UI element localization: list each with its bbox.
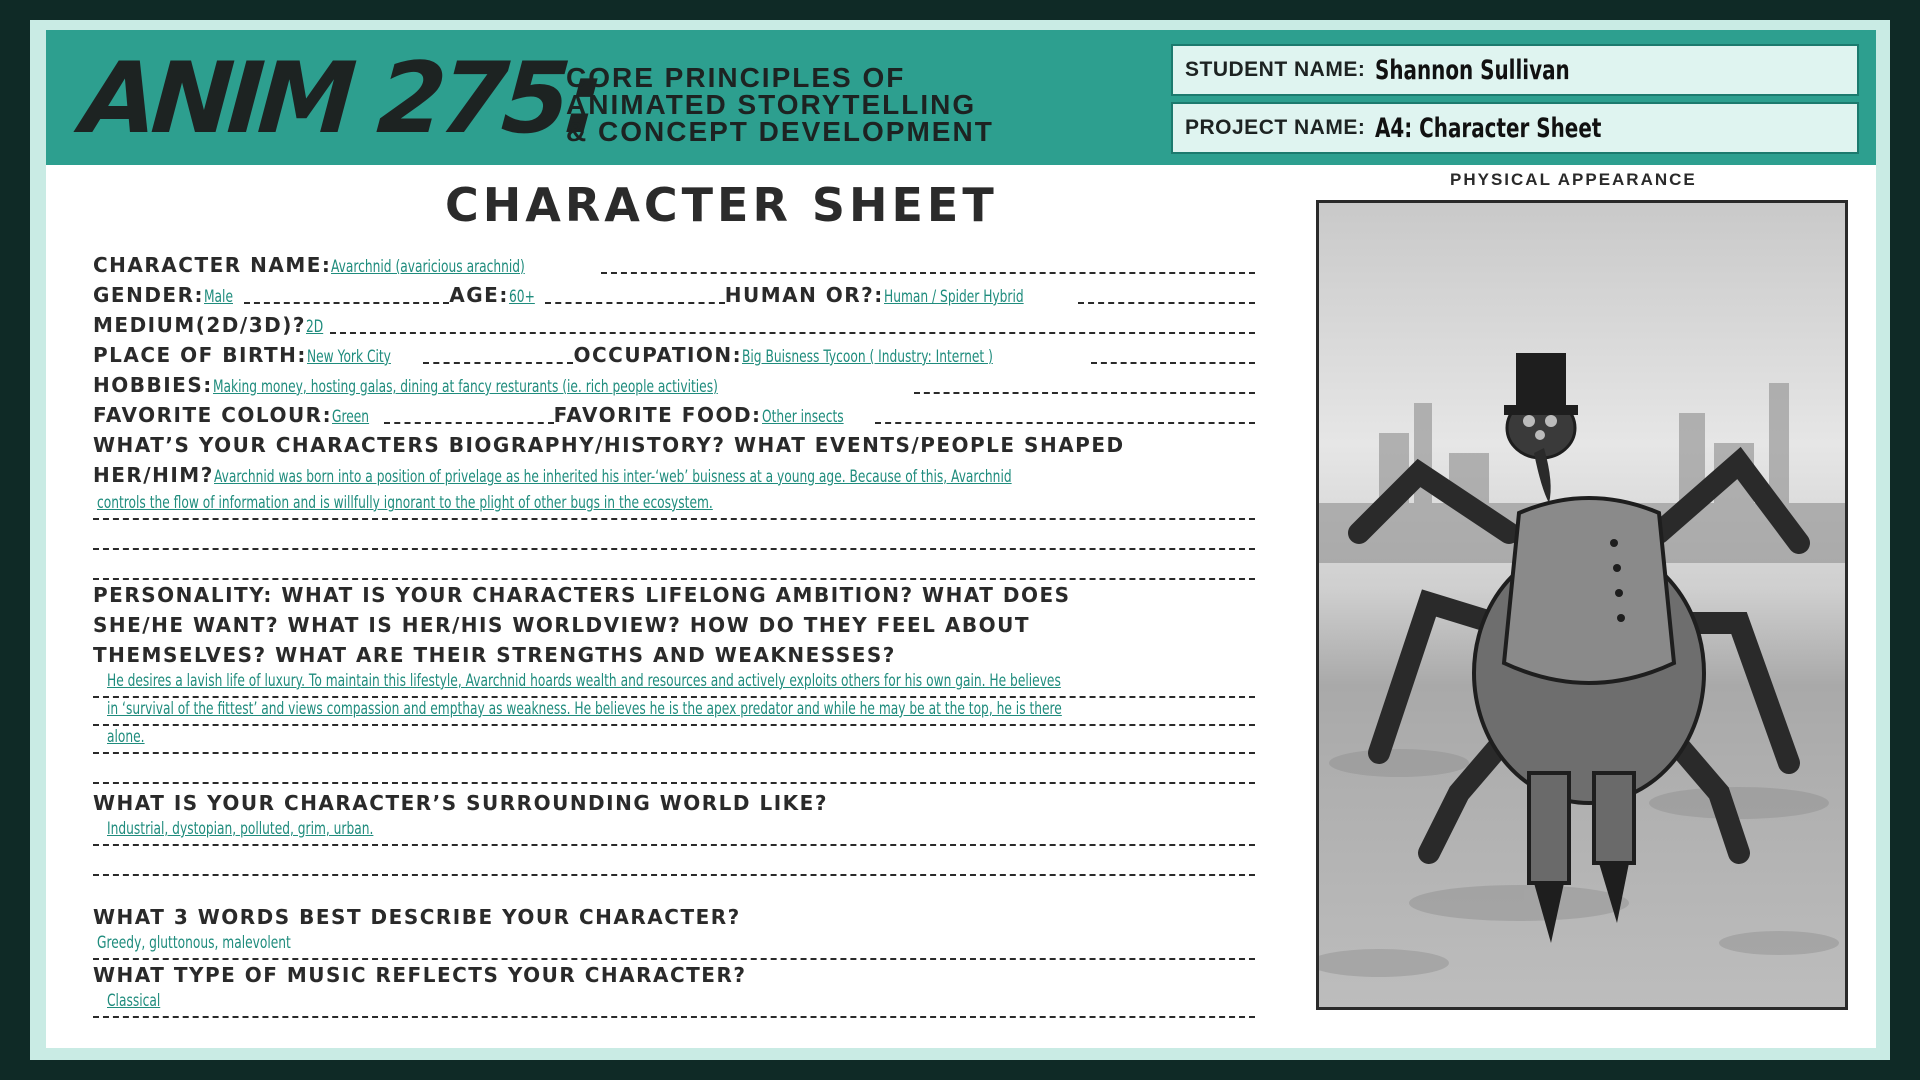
gender-question: GENDER: (93, 283, 204, 307)
jacket (1504, 498, 1674, 683)
birth-answer: New York City (306, 347, 391, 367)
biography-answer-line-1: Avarchnid was born into a position of privelage as he inherited his inter-‘web’ buisness at a young age. Because of this, Avarchnid (213, 467, 1012, 487)
human-answer: Human / Spider Hybrid (883, 287, 1024, 307)
birth-question: PLACE OF BIRTH: (93, 343, 307, 367)
words-question: WHAT 3 WORDS BEST DESCRIBE YOUR CHARACTER? (93, 905, 741, 929)
biography-question-line-2: HER/HIM? (93, 463, 214, 487)
birth-occupation-row (93, 340, 1255, 370)
personality-question-line-1: PERSONALITY: WHAT IS YOUR CHARACTERS LIFELONG AMBITION? WHAT DOES (93, 583, 1071, 607)
colour-food-row (93, 400, 1255, 430)
fill-line (330, 328, 1255, 334)
music-answer: Classical (107, 991, 161, 1011)
music-answer-line (93, 990, 1255, 1018)
occupation-answer: Big Buisness Tycoon ( Industry: Internet ) (742, 347, 994, 367)
student-name-label: STUDENT NAME: (1185, 58, 1366, 81)
trouser-right (1594, 773, 1634, 863)
course-title (566, 64, 994, 145)
blank-line (93, 846, 1255, 876)
medium-row (93, 310, 1255, 340)
blank-line (93, 550, 1255, 580)
personality-answer-line-2: in ‘survival of the fittest’ and views compassion and empthay as weakness. He believes he is the apex predator and while he may be at the top, he is there (107, 699, 1062, 719)
medium-question: MEDIUM(2D/3D)? (93, 313, 306, 337)
age-question: AGE: (449, 283, 509, 307)
world-answer-line (93, 818, 1255, 846)
personality-question-line-2: SHE/HE WANT? WHAT IS HER/HIS WORLDVIEW? HOW DO THEY FEEL ABOUT (93, 613, 1030, 637)
fill-line (244, 298, 449, 304)
world-question: WHAT IS YOUR CHARACTER’S SURROUNDING WORLD LIKE? (93, 791, 828, 815)
personality-answer-line (93, 698, 1255, 726)
personality-answer-line (93, 670, 1255, 698)
personality-answer-line (93, 726, 1255, 754)
medium-answer: 2D (305, 317, 324, 337)
biography-row (93, 460, 1255, 490)
hobbies-row (93, 370, 1255, 400)
hobbies-answer: Making money, hosting galas, dining at fancy resturants (ie. rich people activities) (212, 377, 718, 397)
colour-question: FAVORITE COLOUR: (93, 403, 333, 427)
course-title-line-3: & CONCEPT DEVELOPMENT (566, 116, 994, 147)
fill-line (545, 298, 725, 304)
project-name-value: A4: Character Sheet (1375, 112, 1602, 144)
character-form (93, 250, 1255, 1018)
character-name-answer: Avarchnid (avaricious arachnid) (331, 257, 526, 277)
fill-line (914, 388, 1255, 394)
header-banner (46, 30, 1876, 165)
fill-line (384, 418, 554, 424)
gender-answer: Male (203, 287, 233, 307)
fill-line (423, 358, 573, 364)
music-question: WHAT TYPE OF MUSIC REFLECTS YOUR CHARACTER? (93, 963, 747, 987)
biography-answer-line-2: controls the flow of information and is willfully ignorant to the plight of other bugs in the ecosystem. (97, 493, 713, 513)
course-title-line-2: ANIMATED STORYTELLING (566, 89, 977, 120)
character-name-row (93, 250, 1255, 280)
personality-question-line-3: THEMSELVES? WHAT ARE THEIR STRENGTHS AND WEAKNESSES? (93, 643, 896, 667)
course-code: ANIM 275: (78, 42, 602, 156)
occupation-question: OCCUPATION: (573, 343, 743, 367)
food-question: FAVORITE FOOD: (553, 403, 762, 427)
biography-answer-line (93, 490, 1255, 520)
world-answer: Industrial, dystopian, polluted, grim, urban. (107, 819, 374, 839)
hobbies-question: HOBBIES: (93, 373, 213, 397)
food-answer: Other insects (761, 407, 844, 427)
blank-line (93, 520, 1255, 550)
physical-appearance-label: PHYSICAL APPEARANCE (1450, 170, 1697, 189)
fill-line (601, 268, 1255, 274)
fill-line (875, 418, 1255, 424)
project-name-box (1171, 102, 1859, 154)
course-title-line-1: CORE PRINCIPLES OF (566, 62, 906, 93)
words-answer: Greedy, gluttonous, malevolent (97, 933, 291, 953)
sheet-title: CHARACTER SHEET (445, 178, 998, 232)
trouser-left (1529, 773, 1569, 883)
gender-age-row (93, 280, 1255, 310)
colour-answer: Green (332, 407, 370, 427)
blank-line (93, 754, 1255, 784)
spider-tycoon-illustration (1319, 203, 1845, 1007)
project-name-label: PROJECT NAME: (1185, 116, 1366, 139)
personality-answer-line-1: He desires a lavish life of luxury. To maintain this lifestyle, Avarchnid hoards wealth and resources and actively exploits others for his own gain. He believes (107, 671, 1061, 691)
character-name-question: CHARACTER NAME: (93, 253, 332, 277)
student-name-value: Shannon Sullivan (1375, 54, 1571, 86)
age-answer: 60+ (508, 287, 535, 307)
fill-line (1091, 358, 1255, 364)
student-name-box (1171, 44, 1859, 96)
words-answer-line (93, 932, 1255, 960)
human-question: HUMAN OR?: (724, 283, 884, 307)
biography-question-line-1: WHAT’S YOUR CHARACTERS BIOGRAPHY/HISTORY? WHAT EVENTS/PEOPLE SHAPED (93, 433, 1125, 457)
top-hat (1516, 353, 1566, 411)
fill-line (1078, 298, 1255, 304)
character-illustration (1316, 200, 1848, 1010)
personality-answer-line-3: alone. (107, 727, 145, 747)
